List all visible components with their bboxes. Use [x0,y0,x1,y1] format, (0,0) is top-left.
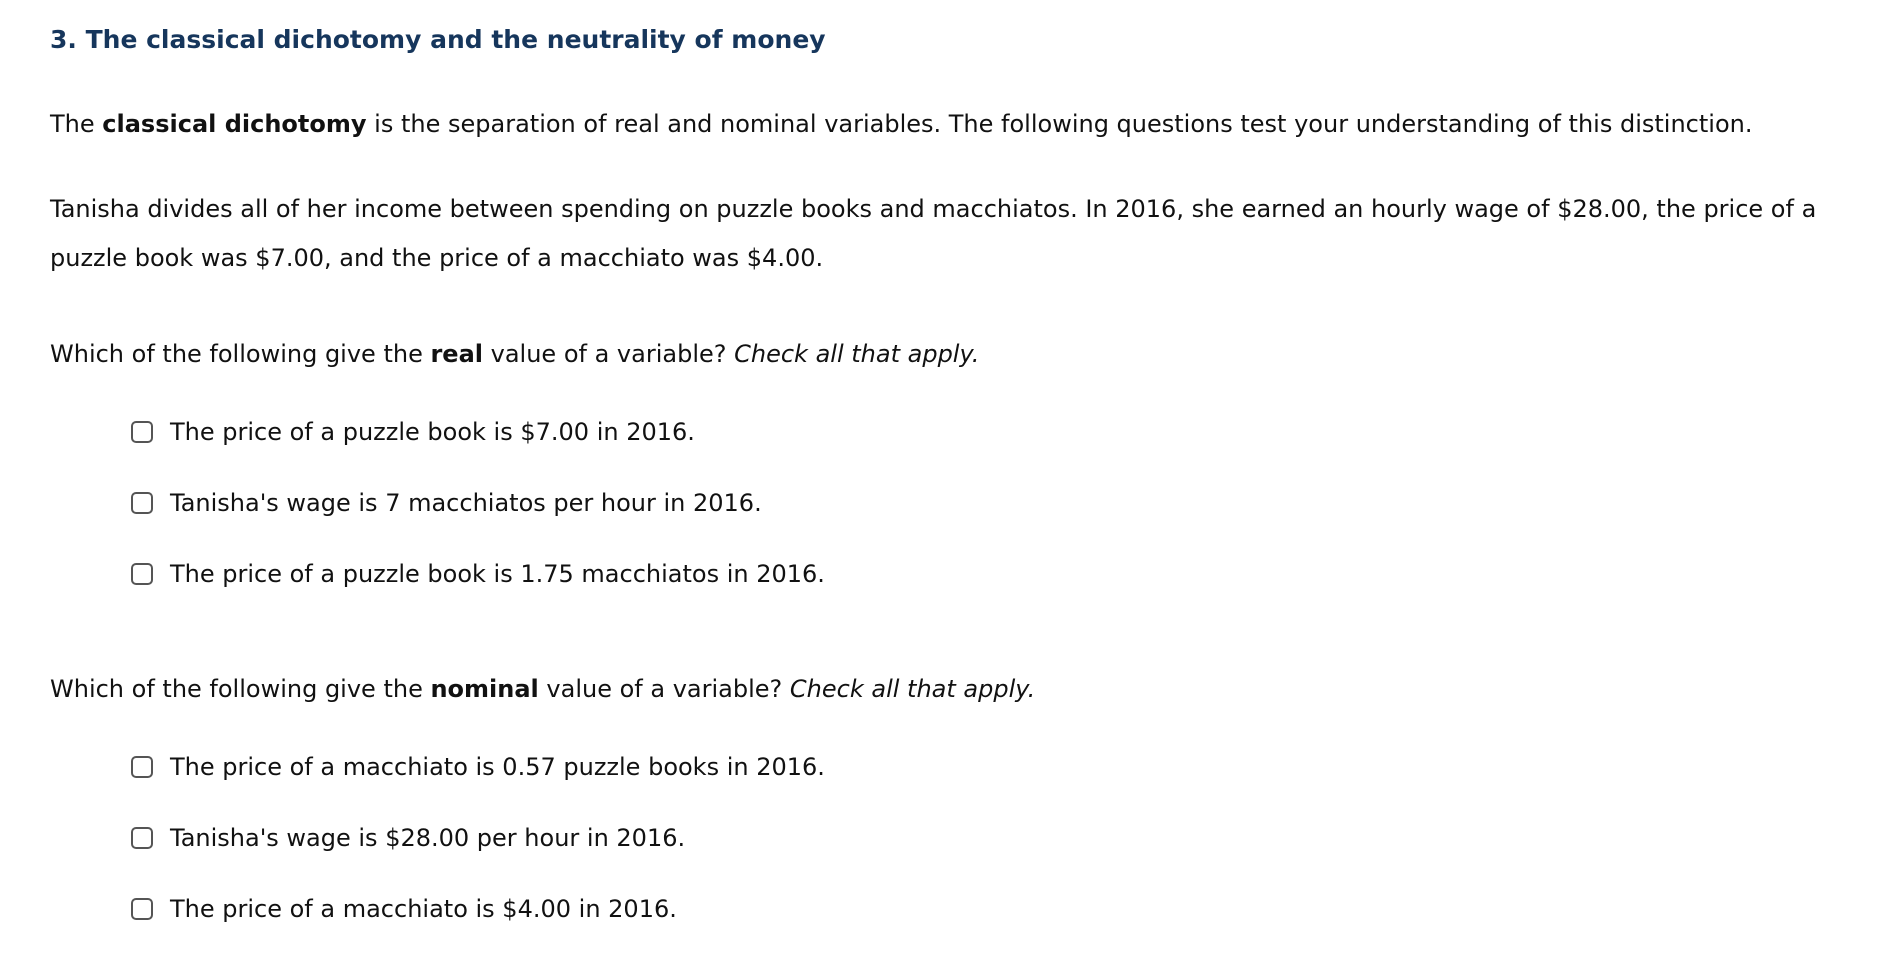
intro-bold-term: classical dichotomy [102,110,367,138]
checkbox[interactable] [131,421,153,443]
checkbox[interactable] [131,827,153,849]
question-nominal-instruction: Check all that apply. [789,675,1036,703]
checkbox[interactable] [131,898,153,920]
intro-text-start: The [50,110,103,138]
question-nominal-prompt [50,665,1035,714]
option-label: The price of a puzzle book is 1.75 macchiatos in 2016. [170,559,825,588]
option-label: The price of a macchiato is 0.57 puzzle books in 2016. [170,752,825,781]
question-nominal-text-end: value of a variable? [538,675,790,703]
question-real-prompt [50,330,979,379]
nominal-option-1[interactable] [131,749,825,784]
scenario-paragraph: Tanisha divides all of her income between spending on puzzle books and macchiatos. In 2016, she earned an hourly wage of $28.00, the price of a puzzle book was $7.00, and the price of a macchiato was $4.00. [50,195,1817,272]
option-label: Tanisha's wage is 7 macchiatos per hour in 2016. [170,488,762,517]
question-real-bold: real [430,340,484,368]
checkbox[interactable] [131,492,153,514]
checkbox[interactable] [131,563,153,585]
option-label: The price of a puzzle book is $7.00 in 2016. [170,417,695,446]
nominal-options-list [131,749,825,962]
real-options-list [131,414,825,627]
real-option-1[interactable] [131,414,825,449]
section-title: 3. The classical dichotomy and the neutrality of money [50,25,826,54]
intro-text-end: is the separation of real and nominal variables. The following questions test your understanding of this distinction. [366,110,1753,138]
option-label: Tanisha's wage is $28.00 per hour in 2016. [170,823,686,852]
option-label: The price of a macchiato is $4.00 in 2016. [170,894,677,923]
intro-paragraph [50,100,1752,149]
nominal-option-2[interactable] [131,820,825,855]
question-nominal-text-start: Which of the following give the [50,675,431,703]
checkbox[interactable] [131,756,153,778]
question-real-instruction: Check all that apply. [734,340,980,368]
nominal-option-3[interactable] [131,891,825,926]
question-real-text-start: Which of the following give the [50,340,431,368]
question-real-text-end: value of a variable? [483,340,735,368]
question-nominal-bold: nominal [430,675,539,703]
real-option-3[interactable] [131,556,825,591]
real-option-2[interactable] [131,485,825,520]
